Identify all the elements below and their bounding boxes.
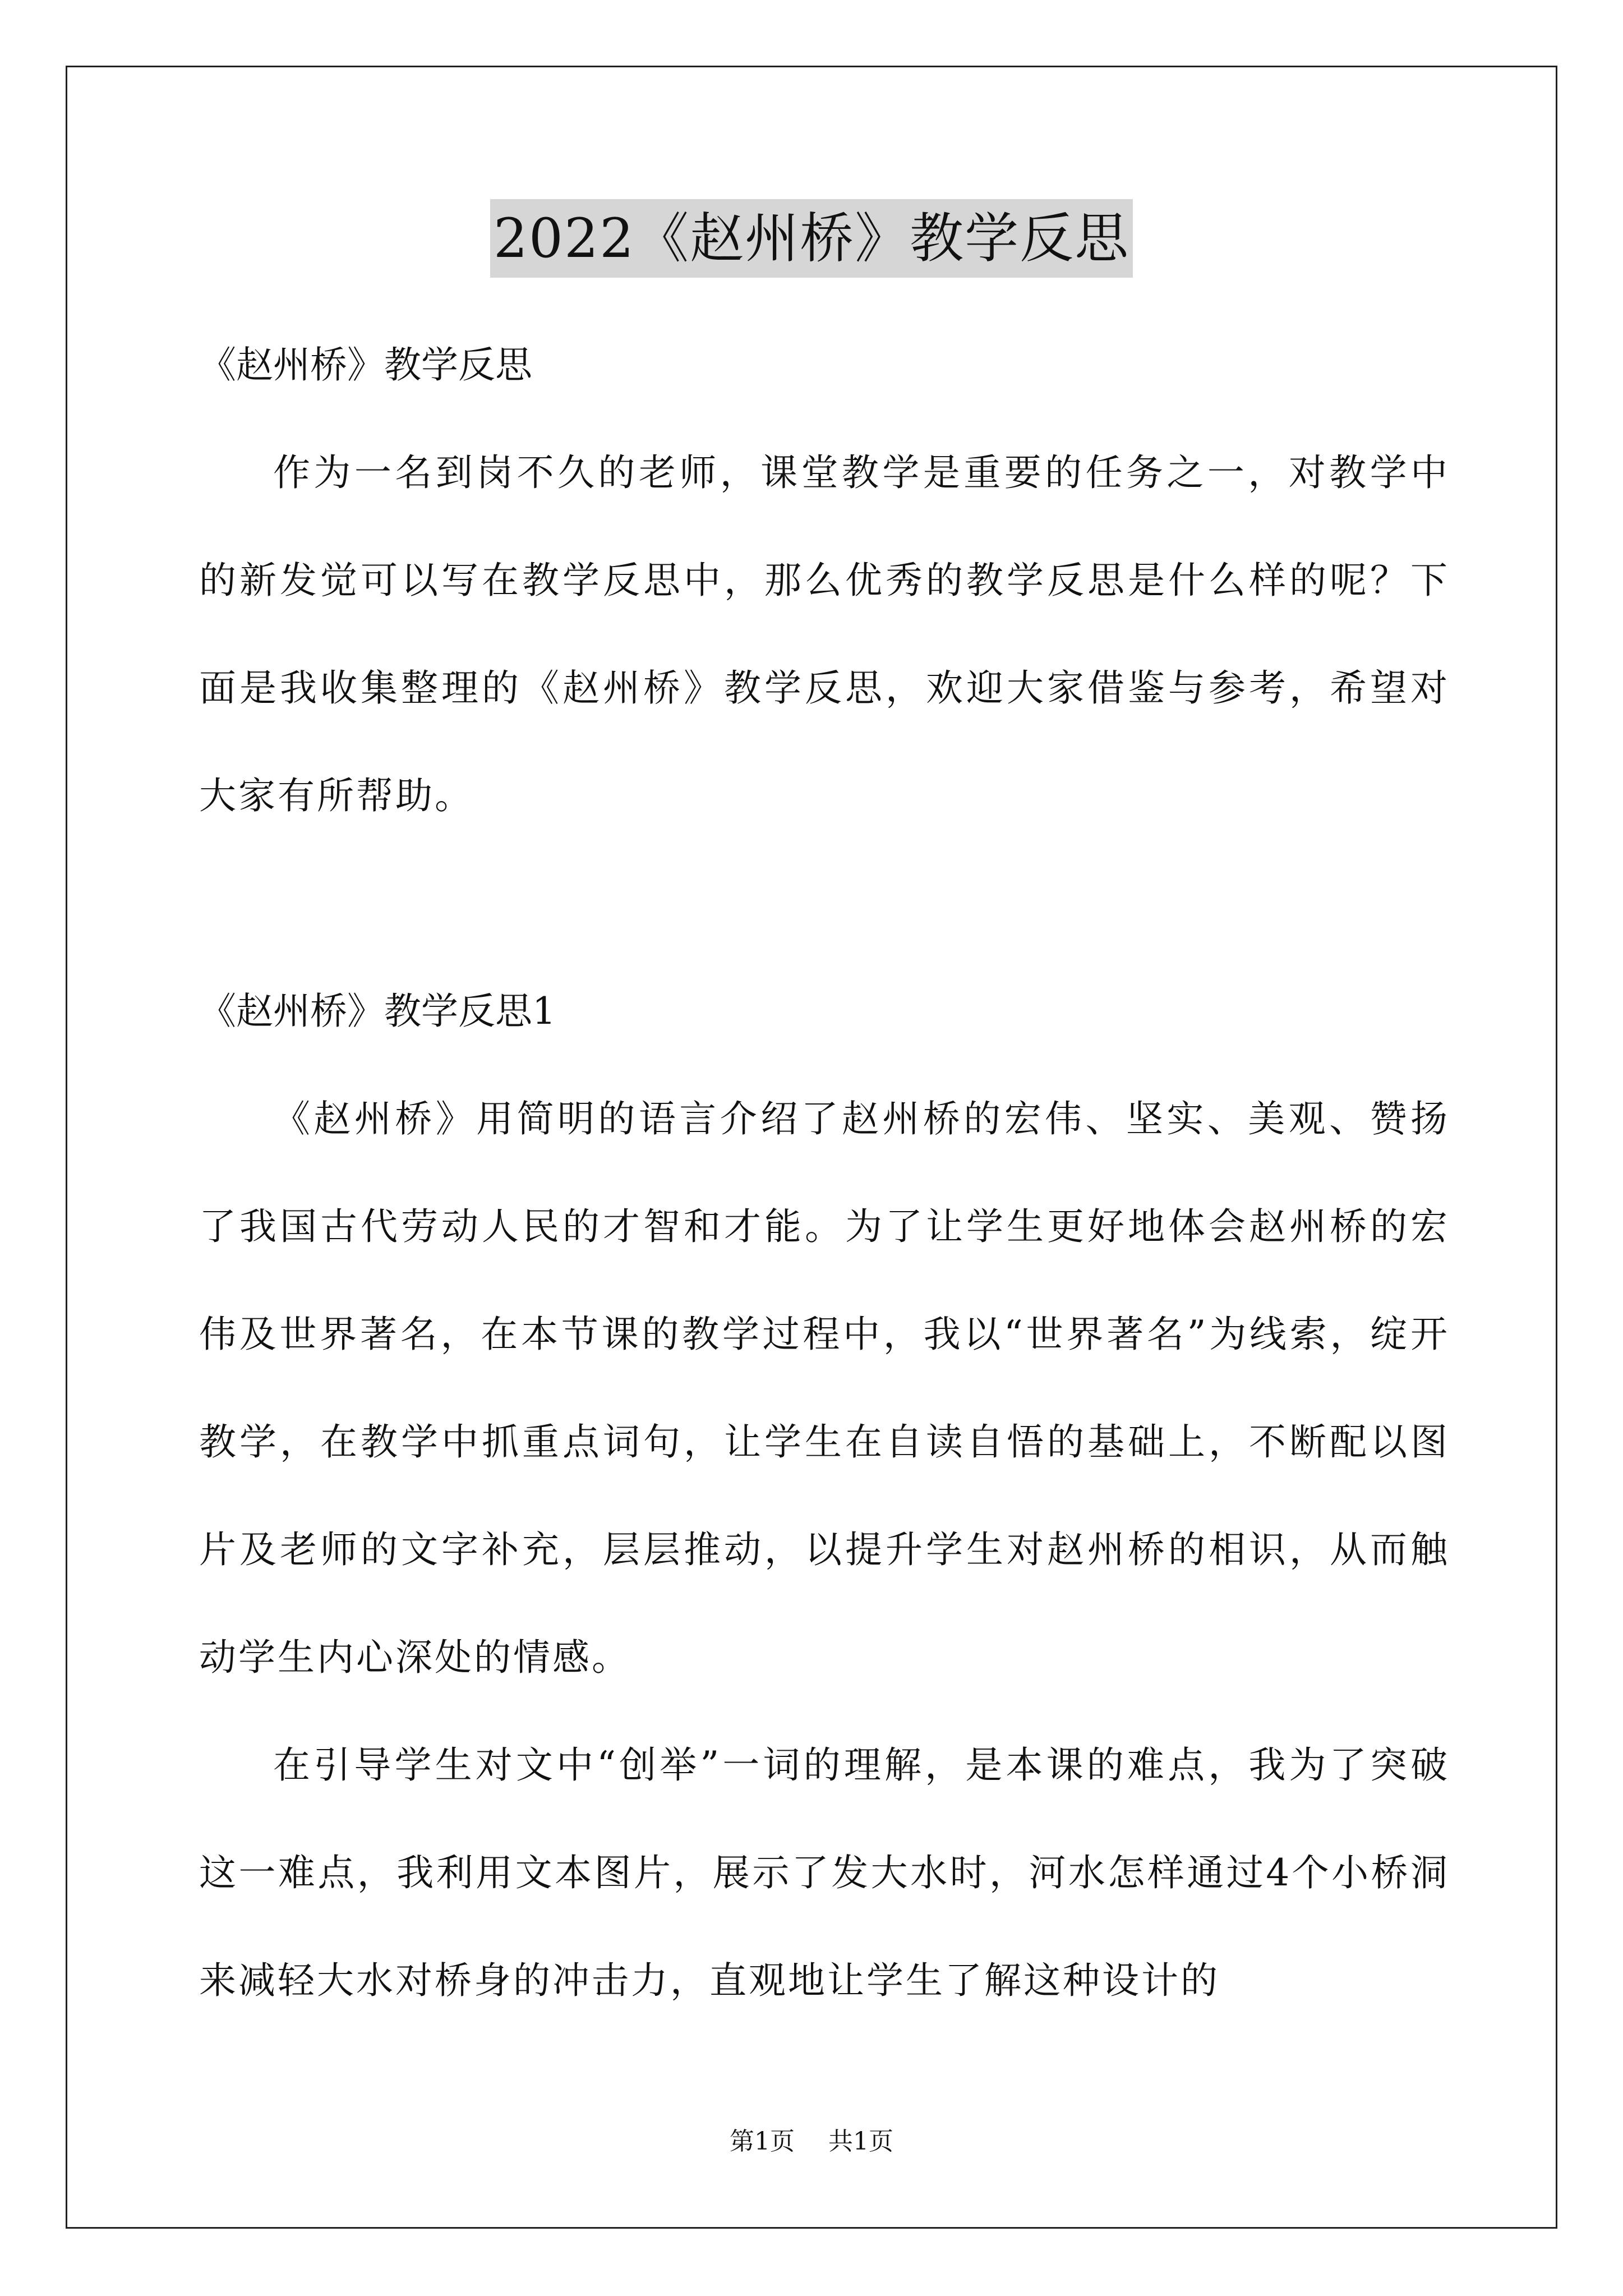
body-paragraph: 在引导学生对文中“创举”一词的理解，是本课的难点，我为了突破这一难点，我利用文本图片，展示了发大水时，河水怎样通过4个小桥洞来减轻大水对桥身的冲击力，直观地让学生了解这种设计的	[199, 1743, 1450, 2002]
title-area	[0, 199, 1623, 278]
page-total: 共1页	[828, 2127, 893, 2156]
section-spacer	[199, 850, 1450, 958]
intro-paragraph: 作为一名到岗不久的老师，课堂教学是重要的任务之一，对教学中的新发觉可以写在教学反思中，那么优秀的教学反思是什么样的呢？下面是我收集整理的《赵州桥》教学反思，欢迎大家借鉴与参考，希望对大家有所帮助。	[199, 451, 1450, 817]
body-paragraph: 《赵州桥》用简明的语言介绍了赵州桥的宏伟、坚实、美观、赞扬了我国古代劳动人民的才智和才能。为了让学生更好地体会赵州桥的宏伟及世界著名，在本节课的教学过程中，我以“世界著名”为线索，绽开教学，在教学中抓重点词句，让学生在自读自悟的基础上，不断配以图片及老师的文字补充，层层推动，以提升学生对赵州桥的相识，从而触动学生内心深处的情感。	[199, 1097, 1450, 1679]
intro-heading: 《赵州桥》教学反思	[199, 343, 532, 386]
section-heading: 《赵州桥》教学反思1	[199, 990, 556, 1033]
document-body	[199, 311, 1450, 2035]
page-footer	[0, 2125, 1623, 2159]
page-number: 第1页	[730, 2127, 795, 2156]
document-title: 2022《赵州桥》教学反思	[490, 199, 1133, 278]
